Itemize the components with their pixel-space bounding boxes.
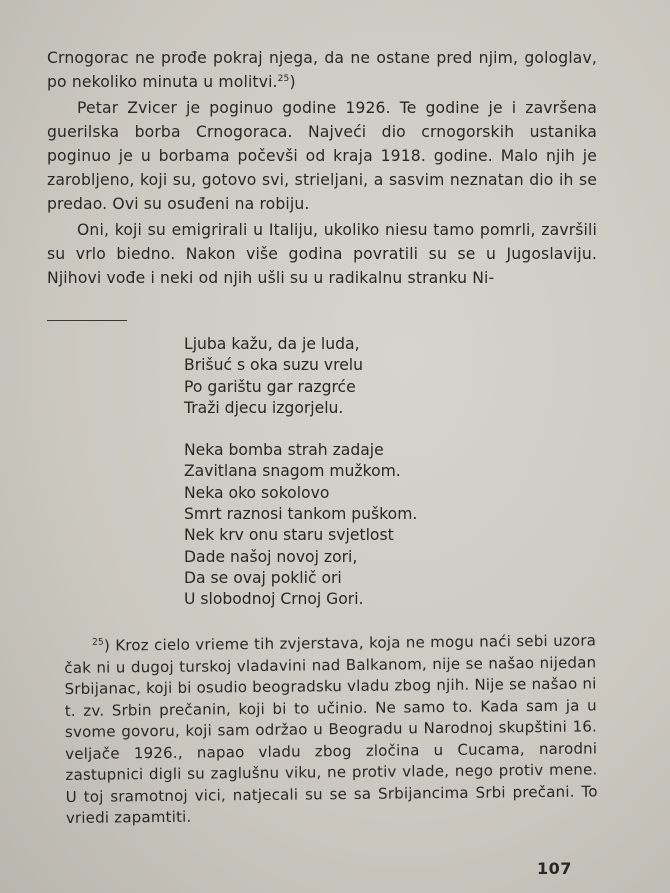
poem-line: Ljuba kažu, da je luda, — [184, 335, 360, 353]
poem-line: Po garištu gar razgrće — [184, 377, 356, 396]
paragraph-2: Petar Zvicer je poginuo godine 1926. Te godine je i završena guerilska borba Crnogoraca. Najveći dio crnogorskih ustanika poginuo je u borbama počevši od kraja 1918. godine. Malo njih je zarobljeno, koji su, gotovo svi, strieljani, a sasvim neznatan dio ih se predao. Ovi su osuđeni na robiju. — [47, 99, 597, 213]
poem-line: Da se ovaj poklič ori — [184, 568, 342, 587]
footnote-marker: 25 — [92, 637, 104, 648]
poem-line: Dade našoj novoj zori, — [184, 547, 358, 566]
poem-line: Nek krv onu staru svjetlost — [184, 526, 394, 545]
poem-line: Neka oko sokolovo — [184, 483, 330, 502]
page-number: 107 — [537, 859, 572, 878]
poem-line: Neka bomba strah zadaje — [184, 441, 384, 460]
poem-line: Brišuć s oka suzu vrelu — [184, 356, 364, 375]
footnote-divider — [47, 320, 127, 321]
footnote-text: $^{25}$) Kroz cielo vrieme tih zvjerstava, koja ne mogu naći sebi uzora čak ni u dugoj turskoj vladavini nad Balkanom, nije se našao nijedan Srbijanac, koji bi osudio beogradsku vladu zbog njih. Nije se našao ni t. zv. Srbin prečanin, koji bi to učinio. Ne samo to. Kada sam ja u svome govoru, koji sam održao u Beogradu u Narodnoj skupštini 16. veljače 1926., napao vladu zbog zločina u Cucama, narodni zastupnici digli su zaglušnu viku, ne protiv vlade, nego protiv mene. U toj sramotnoj vici, natjecali su se sa Srbijancima Srbi prečani. To vriedi zapamtiti. — [64, 631, 598, 827]
poem — [184, 334, 417, 611]
paragraph-1: Crnogorac ne prođe pokraj njega, da ne ostane pred njim, gologlav, po nekoliko minuta u molitvi.$^{25}$) — [47, 49, 597, 91]
poem-line: U slobodnoj Crnoj Gori. — [184, 590, 364, 609]
poem-line: Smrt raznosi tankom puškom. — [184, 505, 418, 524]
paragraph-3: Oni, koji su emigrirali u Italiju, ukoliko niesu tamo pomrli, završili su vrlo biedno. Nakon više godina povratili su se u Jugoslaviju. Njihovi vođe i neki od njih ušli su u radikalnu stranku Ni- — [47, 221, 597, 287]
footnote-reference: 25 — [277, 73, 290, 84]
poem-stanza-2 — [184, 440, 417, 610]
poem-stanza-1 — [184, 334, 417, 419]
footnote — [64, 630, 598, 829]
main-text — [47, 46, 597, 290]
poem-line: Traži djecu izgorjelu. — [184, 398, 344, 417]
poem-line: Zavitlana snagom mužkom. — [184, 462, 401, 481]
